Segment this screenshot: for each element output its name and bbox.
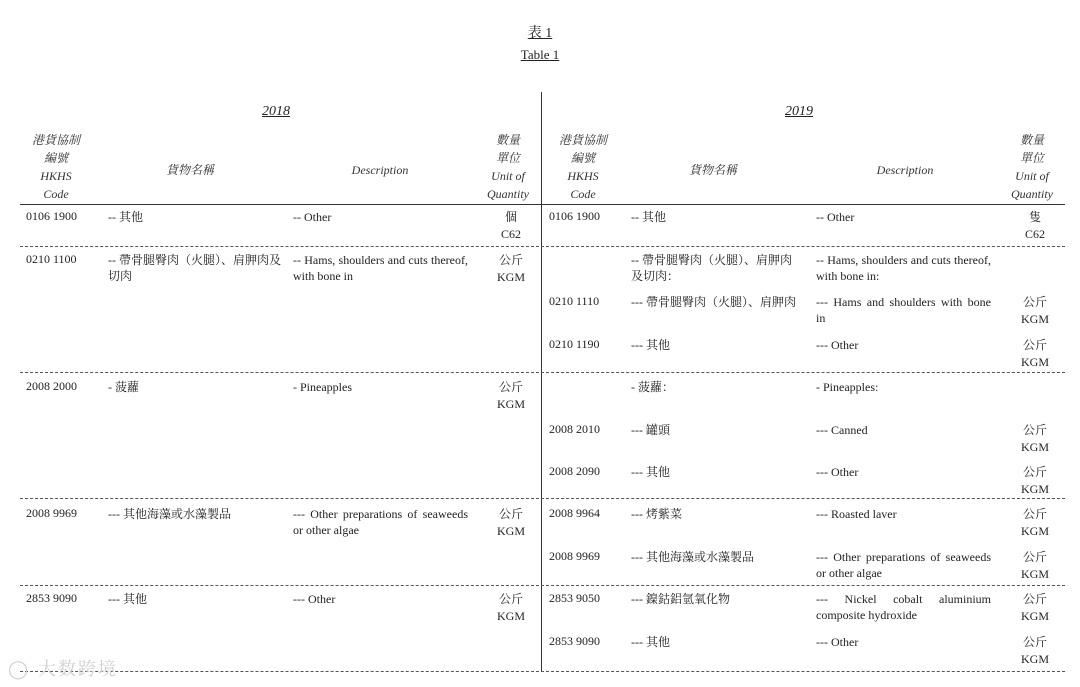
- header-name-zh-right: 貨物名稱: [688, 163, 737, 177]
- right-row-code: 2008 9969: [549, 549, 600, 563]
- left-row-name-zh: -- 其他: [108, 210, 143, 224]
- right-row-unit: 公斤 KGM: [1020, 635, 1049, 666]
- right-row-desc: --- Roasted laver: [816, 507, 897, 521]
- left-row-code: 2008 9969: [26, 506, 77, 520]
- left-row-name-zh: --- 其他: [108, 592, 147, 606]
- group-separator: [20, 246, 1065, 247]
- right-row-name-zh: --- 罐頭: [631, 423, 670, 437]
- left-row-desc: --- Other: [293, 592, 336, 606]
- header-desc-right: Description: [876, 163, 934, 177]
- right-row-desc: --- Hams and shoulders with bone in: [816, 295, 991, 325]
- header-rule: [20, 204, 1065, 205]
- right-row-name-zh: -- 其他: [631, 210, 666, 224]
- header-code-right: 港貨協制 編號 HKHS Code: [558, 133, 607, 201]
- right-row-desc: --- Canned: [816, 423, 868, 437]
- right-row-unit: 公斤 KGM: [1020, 295, 1049, 326]
- right-row-unit: 公斤 KGM: [1020, 423, 1049, 454]
- right-row-unit: 公斤 KGM: [1020, 465, 1049, 496]
- right-row-name-zh: --- 烤紫菜: [631, 507, 682, 521]
- header-unit-right: 數量 單位 Unit of Quantity: [1011, 133, 1053, 201]
- right-row-name-zh: --- 其他: [631, 635, 670, 649]
- header-desc-left: Description: [351, 163, 409, 177]
- watermark-text: 大数跨境: [37, 659, 118, 680]
- left-row-code: 0106 1900: [26, 209, 77, 223]
- group-separator: [20, 498, 1065, 499]
- header-code-left: 港貨協制 編號 HKHS Code: [31, 133, 80, 201]
- table-title-en: Table 1: [520, 47, 560, 62]
- group-separator: [20, 585, 1065, 586]
- right-row-code: 2008 2090: [549, 464, 600, 478]
- right-row-code: 2008 2010: [549, 422, 600, 436]
- left-row-desc: --- Other preparations of seaweeds or other algae: [293, 507, 468, 537]
- right-row-unit: 隻 C62: [1024, 210, 1045, 241]
- left-row-desc: - Pineapples: [293, 380, 352, 394]
- right-row-desc: --- Other: [816, 338, 859, 352]
- year-2018-heading: 2018: [262, 104, 290, 119]
- right-row-code: 0106 1900: [549, 209, 600, 223]
- year-2019-heading: 2019: [785, 104, 813, 119]
- right-row-name-zh: - 菠蘿：: [631, 380, 674, 394]
- header-unit-left: 數量 單位 Unit of Quantity: [487, 133, 529, 201]
- right-row-unit: 公斤 KGM: [1020, 592, 1049, 623]
- right-row-code: 2853 9050: [549, 591, 600, 605]
- left-row-unit: 公斤 KGM: [496, 507, 525, 538]
- right-row-unit: 公斤 KGM: [1020, 550, 1049, 581]
- right-row-unit: 公斤 KGM: [1020, 338, 1049, 369]
- right-row-code: 0210 1110: [549, 294, 600, 308]
- table-title-zh: 表 1: [527, 26, 553, 41]
- right-row-desc: --- Other: [816, 635, 859, 649]
- watermark-icon: ◯: [8, 659, 31, 680]
- right-row-unit: 公斤 KGM: [1020, 507, 1049, 538]
- left-row-unit: 個 C62: [500, 210, 521, 241]
- right-row-desc: --- Nickel cobalt aluminium composite hydroxide: [816, 592, 991, 622]
- right-row-name-zh: --- 帶骨腿臀肉（火腿）、肩胛肉: [631, 295, 796, 309]
- group-separator: [20, 671, 1065, 672]
- right-row-desc: - Pineapples:: [816, 380, 879, 394]
- left-row-unit: 公斤 KGM: [496, 592, 525, 623]
- right-row-name-zh: --- 其他: [631, 338, 670, 352]
- left-row-code: 2008 2000: [26, 379, 77, 393]
- right-row-name-zh: --- 其他: [631, 465, 670, 479]
- left-row-name-zh: -- 帶骨腿臀肉（火腿）、肩胛肉及切肉: [108, 253, 281, 283]
- right-row-desc: --- Other: [816, 465, 859, 479]
- right-row-desc: --- Other preparations of seaweeds or other algae: [816, 550, 991, 580]
- group-separator: [20, 372, 1065, 373]
- right-row-name-zh: --- 鎳鈷鋁氫氧化物: [631, 592, 730, 606]
- watermark-logo: [8, 655, 118, 681]
- right-row-name-zh: -- 帶骨腿臀肉（火腿）、肩胛肉及切肉：: [631, 253, 792, 283]
- right-row-code: 2008 9964: [549, 506, 600, 520]
- right-row-code: 2853 9090: [549, 634, 600, 648]
- right-row-desc: -- Hams, shoulders and cuts thereof, with bone in:: [816, 253, 991, 283]
- header-name-zh-left: 貨物名稱: [165, 163, 214, 177]
- left-row-code: 2853 9090: [26, 591, 77, 605]
- left-row-desc: -- Other: [293, 210, 332, 224]
- right-row-code: 0210 1190: [549, 337, 600, 351]
- left-row-code: 0210 1100: [26, 252, 77, 266]
- left-row-unit: 公斤 KGM: [496, 380, 525, 411]
- right-row-desc: -- Other: [816, 210, 855, 224]
- left-row-desc: -- Hams, shoulders and cuts thereof, with bone in: [293, 253, 468, 283]
- left-row-name-zh: - 菠蘿: [108, 380, 139, 394]
- left-row-name-zh: --- 其他海藻或水藻製品: [108, 507, 231, 521]
- left-row-unit: 公斤 KGM: [496, 253, 525, 284]
- right-row-name-zh: --- 其他海藻或水藻製品: [631, 550, 754, 564]
